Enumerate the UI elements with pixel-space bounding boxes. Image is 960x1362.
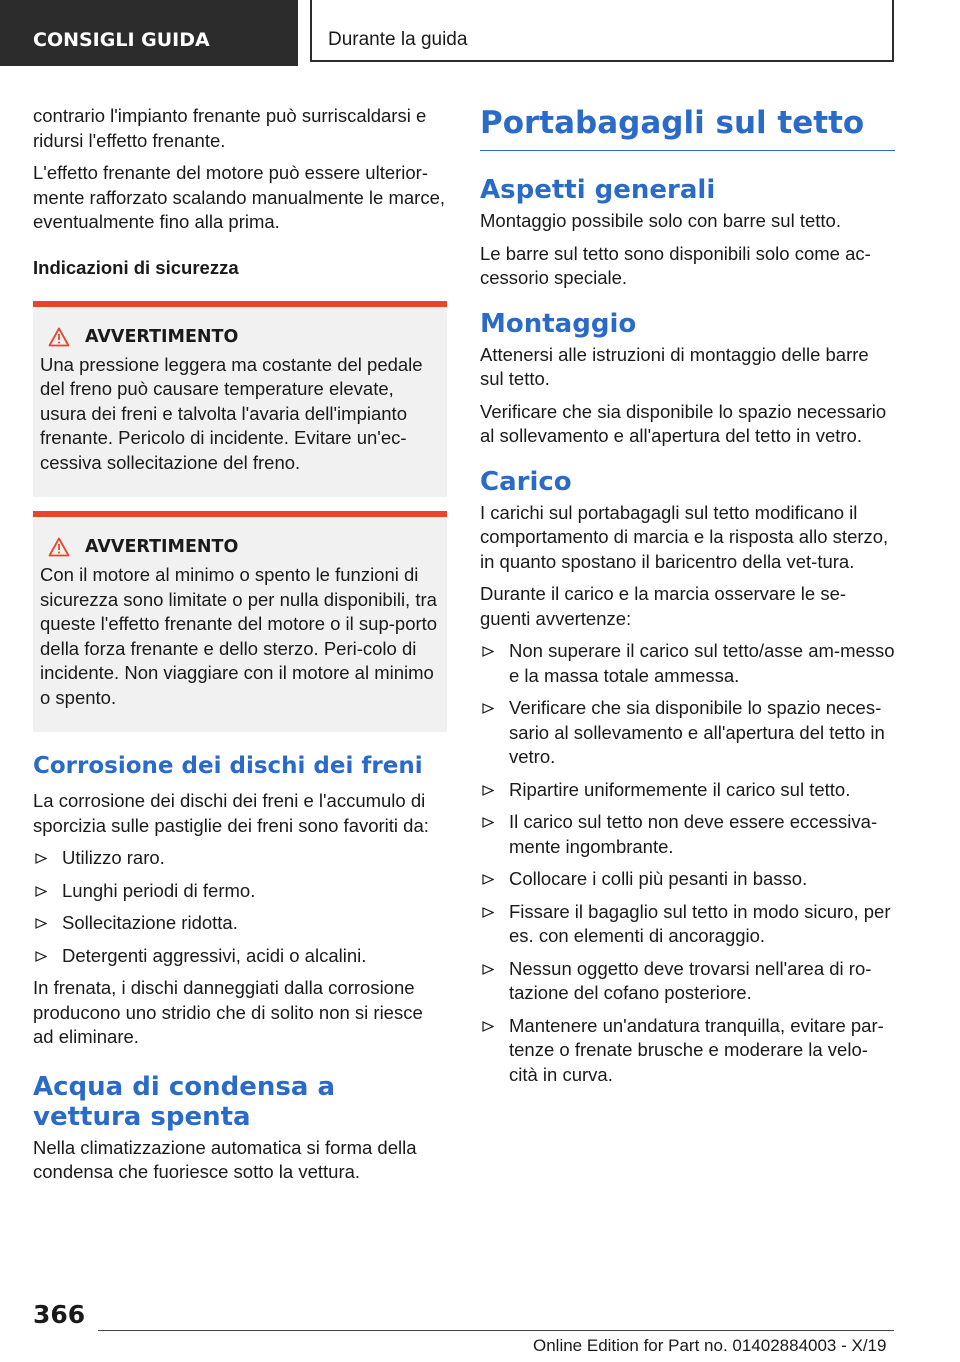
condensation-heading: Acqua di condensa a vettura spenta xyxy=(33,1071,335,1132)
intro-paragraph-1: contrario l'impianto frenante può surriscaldarsi e ridursi l'effetto frenante. xyxy=(33,105,427,151)
intro-paragraph-2: L'effetto frenante del motore può essere ulterior-mente rafforzato scalando manualmente le marce, eventualmente fino alla prima. xyxy=(33,162,446,232)
page-title: Portabagagli sul tetto xyxy=(480,104,895,151)
triangle-bullet-icon xyxy=(482,817,494,828)
list-item: Mantenere un'andatura tranquilla, evitare par-tenze o frenate brusche e moderare la velo-cità in curva. xyxy=(480,1014,895,1088)
triangle-bullet-icon xyxy=(35,918,47,929)
load-paragraph-2: Durante il carico e la marcia osservare le se-guenti avvertenze: xyxy=(480,583,847,629)
left-column xyxy=(33,104,447,1193)
condensation-text: Nella climatizzazione automatica si forma della condensa che fuoriesce sotto la vettura. xyxy=(33,1136,417,1182)
load-paragraph-1: I carichi sul portabagagli sul tetto modificano il comportamento di marcia e la risposta allo sterzo, in quanto spostano il baricentro della vet-tura. xyxy=(480,501,889,572)
warning-text-1: Una pressione leggera ma costante del pedale del freno può causare temperature elevate, usura dei freni e talvolta l'avaria dell'impianto frenante. Pericolo di incidente. Evitare un'ec-cessiva sollecitazione del freno. xyxy=(40,353,423,473)
list-item: Il carico sul tetto non deve essere eccessiva-mente ingombrante. xyxy=(480,810,895,859)
triangle-bullet-icon xyxy=(482,907,494,918)
mounting-paragraph-2: Verificare che sia disponibile lo spazio necessario al sollevamento e all'apertura del tetto in vetro. xyxy=(480,400,887,446)
corrosion-intro: La corrosione dei dischi dei freni e l'accumulo di sporcizia sulle pastiglie dei freni sono favoriti da: xyxy=(33,790,429,836)
triangle-bullet-icon xyxy=(35,853,47,864)
list-item: Lunghi periodi di fermo. xyxy=(33,879,447,904)
mounting-paragraph-1: Attenersi alle istruzioni di montaggio delle barre sul tetto. xyxy=(480,343,869,389)
list-item: Sollecitazione ridotta. xyxy=(33,911,447,936)
page-number: 366 xyxy=(33,1300,86,1329)
warning-title-2: AVVERTIMENTO xyxy=(85,537,239,557)
corrosion-heading: Corrosione dei dischi dei freni xyxy=(33,753,423,779)
corrosion-outro: In frenata, i dischi danneggiati dalla corrosione producono uno stridio che di solito non si riesce ad eliminare. xyxy=(33,977,423,1047)
list-item: Ripartire uniformemente il carico sul tetto. xyxy=(480,778,895,803)
chapter-tab: Durante la guida xyxy=(310,0,894,62)
triangle-bullet-icon xyxy=(482,964,494,975)
safety-heading: Indicazioni di sicurezza xyxy=(33,256,239,278)
triangle-bullet-icon xyxy=(482,874,494,885)
triangle-bullet-icon xyxy=(482,785,494,796)
general-paragraph-2: Le barre sul tetto sono disponibili solo come ac-cessorio speciale. xyxy=(480,242,871,288)
warning-triangle-icon xyxy=(48,327,70,347)
triangle-bullet-icon xyxy=(35,886,47,897)
warning-box-2 xyxy=(33,511,447,732)
list-item: Non superare il carico sul tetto/asse am-messo e la massa totale ammessa. xyxy=(480,639,895,688)
list-item: Verificare che sia disponibile lo spazio neces-sario al sollevamento e all'apertura del tetto in vetro. xyxy=(480,696,895,770)
triangle-bullet-icon xyxy=(482,703,494,714)
edition-note: Online Edition for Part no. 01402884003 - X/19 xyxy=(533,1336,887,1355)
general-paragraph-1: Montaggio possibile solo con barre sul tetto. xyxy=(480,210,841,231)
warning-text-2: Con il motore al minimo o spento le funzioni di sicurezza sono limitate o per nulla disponibili, tra queste l'effetto frenante del motore o il sup-porto della forza frenante e dello sterzo. Peri-colo di incidente. Non viaggiare con il motore al minimo o spento. xyxy=(40,564,438,708)
page-header xyxy=(0,0,960,66)
mounting-heading: Montaggio xyxy=(480,308,637,339)
triangle-bullet-icon xyxy=(35,951,47,962)
list-item: Utilizzo raro. xyxy=(33,846,447,871)
footer-divider xyxy=(98,1330,894,1331)
triangle-bullet-icon xyxy=(482,646,494,657)
load-list xyxy=(480,639,895,1087)
list-item: Detergenti aggressivi, acidi o alcalini. xyxy=(33,944,447,969)
load-heading: Carico xyxy=(480,466,572,497)
general-heading: Aspetti generali xyxy=(480,175,716,205)
list-item: Nessun oggetto deve trovarsi nell'area di ro-tazione del cofano posteriore. xyxy=(480,957,895,1006)
list-item: Fissare il bagaglio sul tetto in modo sicuro, per es. con elementi di ancoraggio. xyxy=(480,900,895,949)
warning-triangle-icon xyxy=(48,537,70,557)
triangle-bullet-icon xyxy=(482,1021,494,1032)
section-tab: CONSIGLI GUIDA xyxy=(0,0,298,66)
warning-box-1 xyxy=(33,301,447,498)
right-column xyxy=(480,104,895,1095)
warning-title-1: AVVERTIMENTO xyxy=(85,326,239,347)
list-item: Collocare i colli più pesanti in basso. xyxy=(480,867,895,892)
corrosion-list xyxy=(33,846,447,968)
